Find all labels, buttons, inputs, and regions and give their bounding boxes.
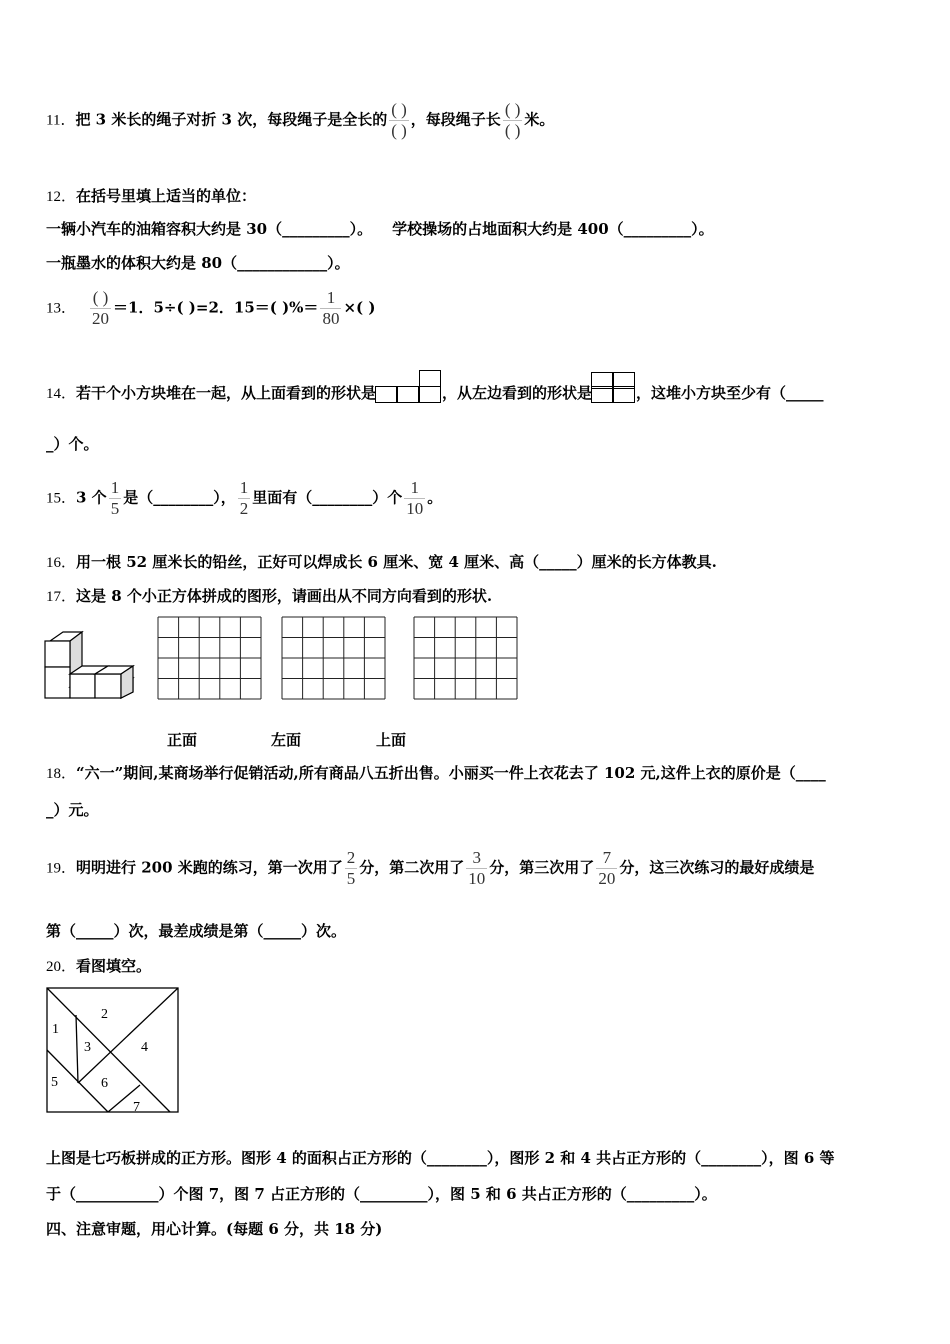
label-left: 左面 <box>271 731 302 749</box>
q19: 19．明明进行 200 米跑的练习，第一次用了 $\frac{2}{5}$ 分，第二次用了 $\frac{3}{10}$ 分，第三次用了 $\frac{7}{20}$ 分，这三次练习的最好成绩是 <box>46 848 815 888</box>
q20: 20．看图填空。 <box>46 957 152 975</box>
piece-3: 3 <box>84 1040 91 1055</box>
q12-line1: 一辆小汽车的油箱容积大约是 30（_________）。 学校操场的占地面积大约是 400（_________）。 <box>46 220 714 238</box>
piece-2: 2 <box>101 1007 108 1022</box>
q15: 15．3 个 $\frac{1}{5}$ 是（________）， $\frac{1}{2}$ 里面有（________）个 $\frac{1}{10}$ 。 <box>46 478 443 518</box>
piece-7: 7 <box>133 1100 140 1115</box>
q13: 13． $\frac{( )}{20}$ ＝1．5÷( )=2．15＝( )%＝ $\frac{1}{80}$ ×( ) <box>46 288 376 328</box>
piece-4: 4 <box>141 1040 148 1055</box>
q19-cont: 第（_____）次，最差成绩是第（_____）次。 <box>46 922 347 940</box>
piece-1: 1 <box>52 1022 59 1037</box>
q20-line2: 于（___________）个图 7，图 7 占正方形的（_________），图 5 和 6 共占正方形的（_________）。 <box>46 1185 717 1203</box>
q11: 11．把 3 米长的绳子对折 3 次，每段绳子是全长的 $\frac{( )}{( )}$ ，每段绳子长 $\frac{( )}{( )}$ 米。 <box>46 100 555 140</box>
label-front: 正面 <box>167 731 198 749</box>
q18: 18．“六一”期间,某商场举行促销活动,所有商品八五折出售。小丽买一件上衣花去了 102 元,这件上衣的原价是（____ <box>46 764 826 782</box>
grid-1 <box>282 617 385 699</box>
q12-title: 12．在括号里填上适当的单位： <box>46 187 257 205</box>
grid-0 <box>158 617 261 699</box>
q16: 16．用一根 52 厘米长的铅丝，正好可以焊成长 6 厘米、宽 4 厘米、高（_____）厘米的长方体教具. <box>46 553 717 571</box>
q14-cont: _）个。 <box>46 435 99 453</box>
section-4-heading: 四、注意审题，用心计算。(每题 6 分，共 18 分) <box>46 1220 383 1238</box>
label-top: 上面 <box>376 731 407 749</box>
q14: 14．若干个小方块堆在一起，从上面看到的形状是 ，从左边看到的形状是 ，这堆小方块至少有（_____ <box>46 383 824 404</box>
tangram-figure <box>44 985 184 1117</box>
q17: 17．这是 8 个小正方体拼成的图形，请画出从不同方向看到的形状. <box>46 587 493 605</box>
piece-6: 6 <box>101 1076 108 1091</box>
q12-line2: 一瓶墨水的体积大约是 80（____________）。 <box>46 254 350 272</box>
fraction-blank[interactable]: $\frac{( )}{( )}$ <box>504 100 521 140</box>
piece-5: 5 <box>51 1075 58 1090</box>
q18-cont: _）元。 <box>46 801 99 819</box>
fraction-blank[interactable]: $\frac{( )}{( )}$ <box>391 100 407 140</box>
q20-line1: 上图是七巧板拼成的正方形。图形 4 的面积占正方形的（________），图形 2 和 4 共占正方形的（________），图 6 等 <box>46 1149 835 1167</box>
grid-2 <box>414 617 517 699</box>
